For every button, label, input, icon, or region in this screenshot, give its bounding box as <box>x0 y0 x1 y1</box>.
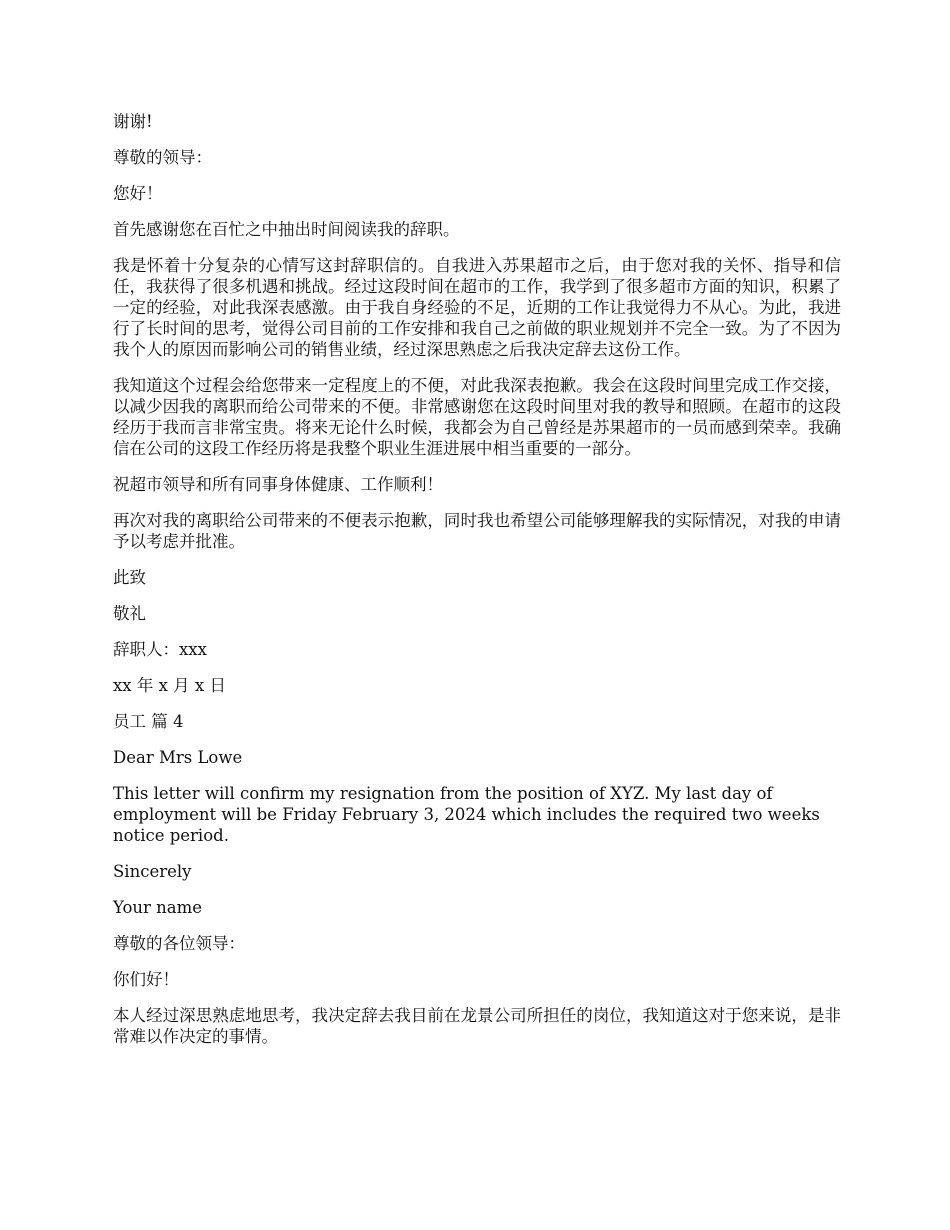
body-paragraph-apology: 我知道这个过程会给您带来一定程度上的不便，对此我深表抱歉。我会在这段时间里完成工作交接，以减少因我的离职而给公司带来的不便。非常感谢您在这段时间里对我的教导和照顾。在超市的这段经历于我而言非常宝贵。将来无论什么时候，我都会为自己曾经是苏果超市的一员而感到荣幸。我确信在公司的这段工作经历将是我整个职业生涯进展中相当重要的一部分。 <box>113 376 841 458</box>
closing-thanks: 谢谢! <box>113 112 153 131</box>
english-signature: Your name <box>113 898 203 917</box>
body-paragraph-reason: 我是怀着十分复杂的心情写这封辞职信的。自我进入苏果超市之后，由于您对我的关怀、指导和信任，我获得了很多机遇和挑战。经过这段时间在超市的工作，我学到了很多超市方面的知识，积累了一定的经验，对此我深表感激。由于我自身经验的不足，近期的工作让我觉得力不从心。为此，我进行了长时间的思考，觉得公司目前的工作安排和我自己之前做的职业规划并不完全一致。为了不因为我个人的原因而影响公司的销售业绩，经过深思熟虑之后我决定辞去这份工作。 <box>113 256 841 359</box>
signature-name: 辞职人：xxx <box>113 640 207 659</box>
final-apology-paragraph: 再次对我的离职给公司带来的不便表示抱歉，同时我也希望公司能够理解我的实际情况，对我的申请予以考虑并批准。 <box>113 511 841 551</box>
document-body <box>113 111 841 1062</box>
closing-zhici: 此致 <box>113 568 146 587</box>
salutation: 尊敬的领导： <box>113 148 212 167</box>
english-body-paragraph: This letter will confirm my resignation from the position of XYZ. My last day of employment will be Friday February 3, 2024 which includes the required two weeks notice period. <box>113 784 820 845</box>
english-closing: Sincerely <box>113 862 192 881</box>
section-heading: 员工 篇 4 <box>113 712 184 731</box>
second-letter-body-paragraph: 本人经过深思熟虑地思考，我决定辞去我目前在龙景公司所担任的岗位，我知道这对于您来说，是非常难以作决定的事情。 <box>113 1006 841 1046</box>
english-salutation: Dear Mrs Lowe <box>113 748 243 767</box>
greeting: 您好！ <box>113 184 163 203</box>
second-letter-greeting: 你们好！ <box>113 970 179 989</box>
closing-jingli: 敬礼 <box>113 604 146 623</box>
signature-date: xx 年 x 月 x 日 <box>113 676 226 695</box>
wishes-paragraph: 祝超市领导和所有同事身体健康、工作顺利！ <box>113 475 443 494</box>
opening-paragraph: 首先感谢您在百忙之中抽出时间阅读我的辞职。 <box>113 220 460 239</box>
second-letter-salutation: 尊敬的各位领导： <box>113 934 245 953</box>
